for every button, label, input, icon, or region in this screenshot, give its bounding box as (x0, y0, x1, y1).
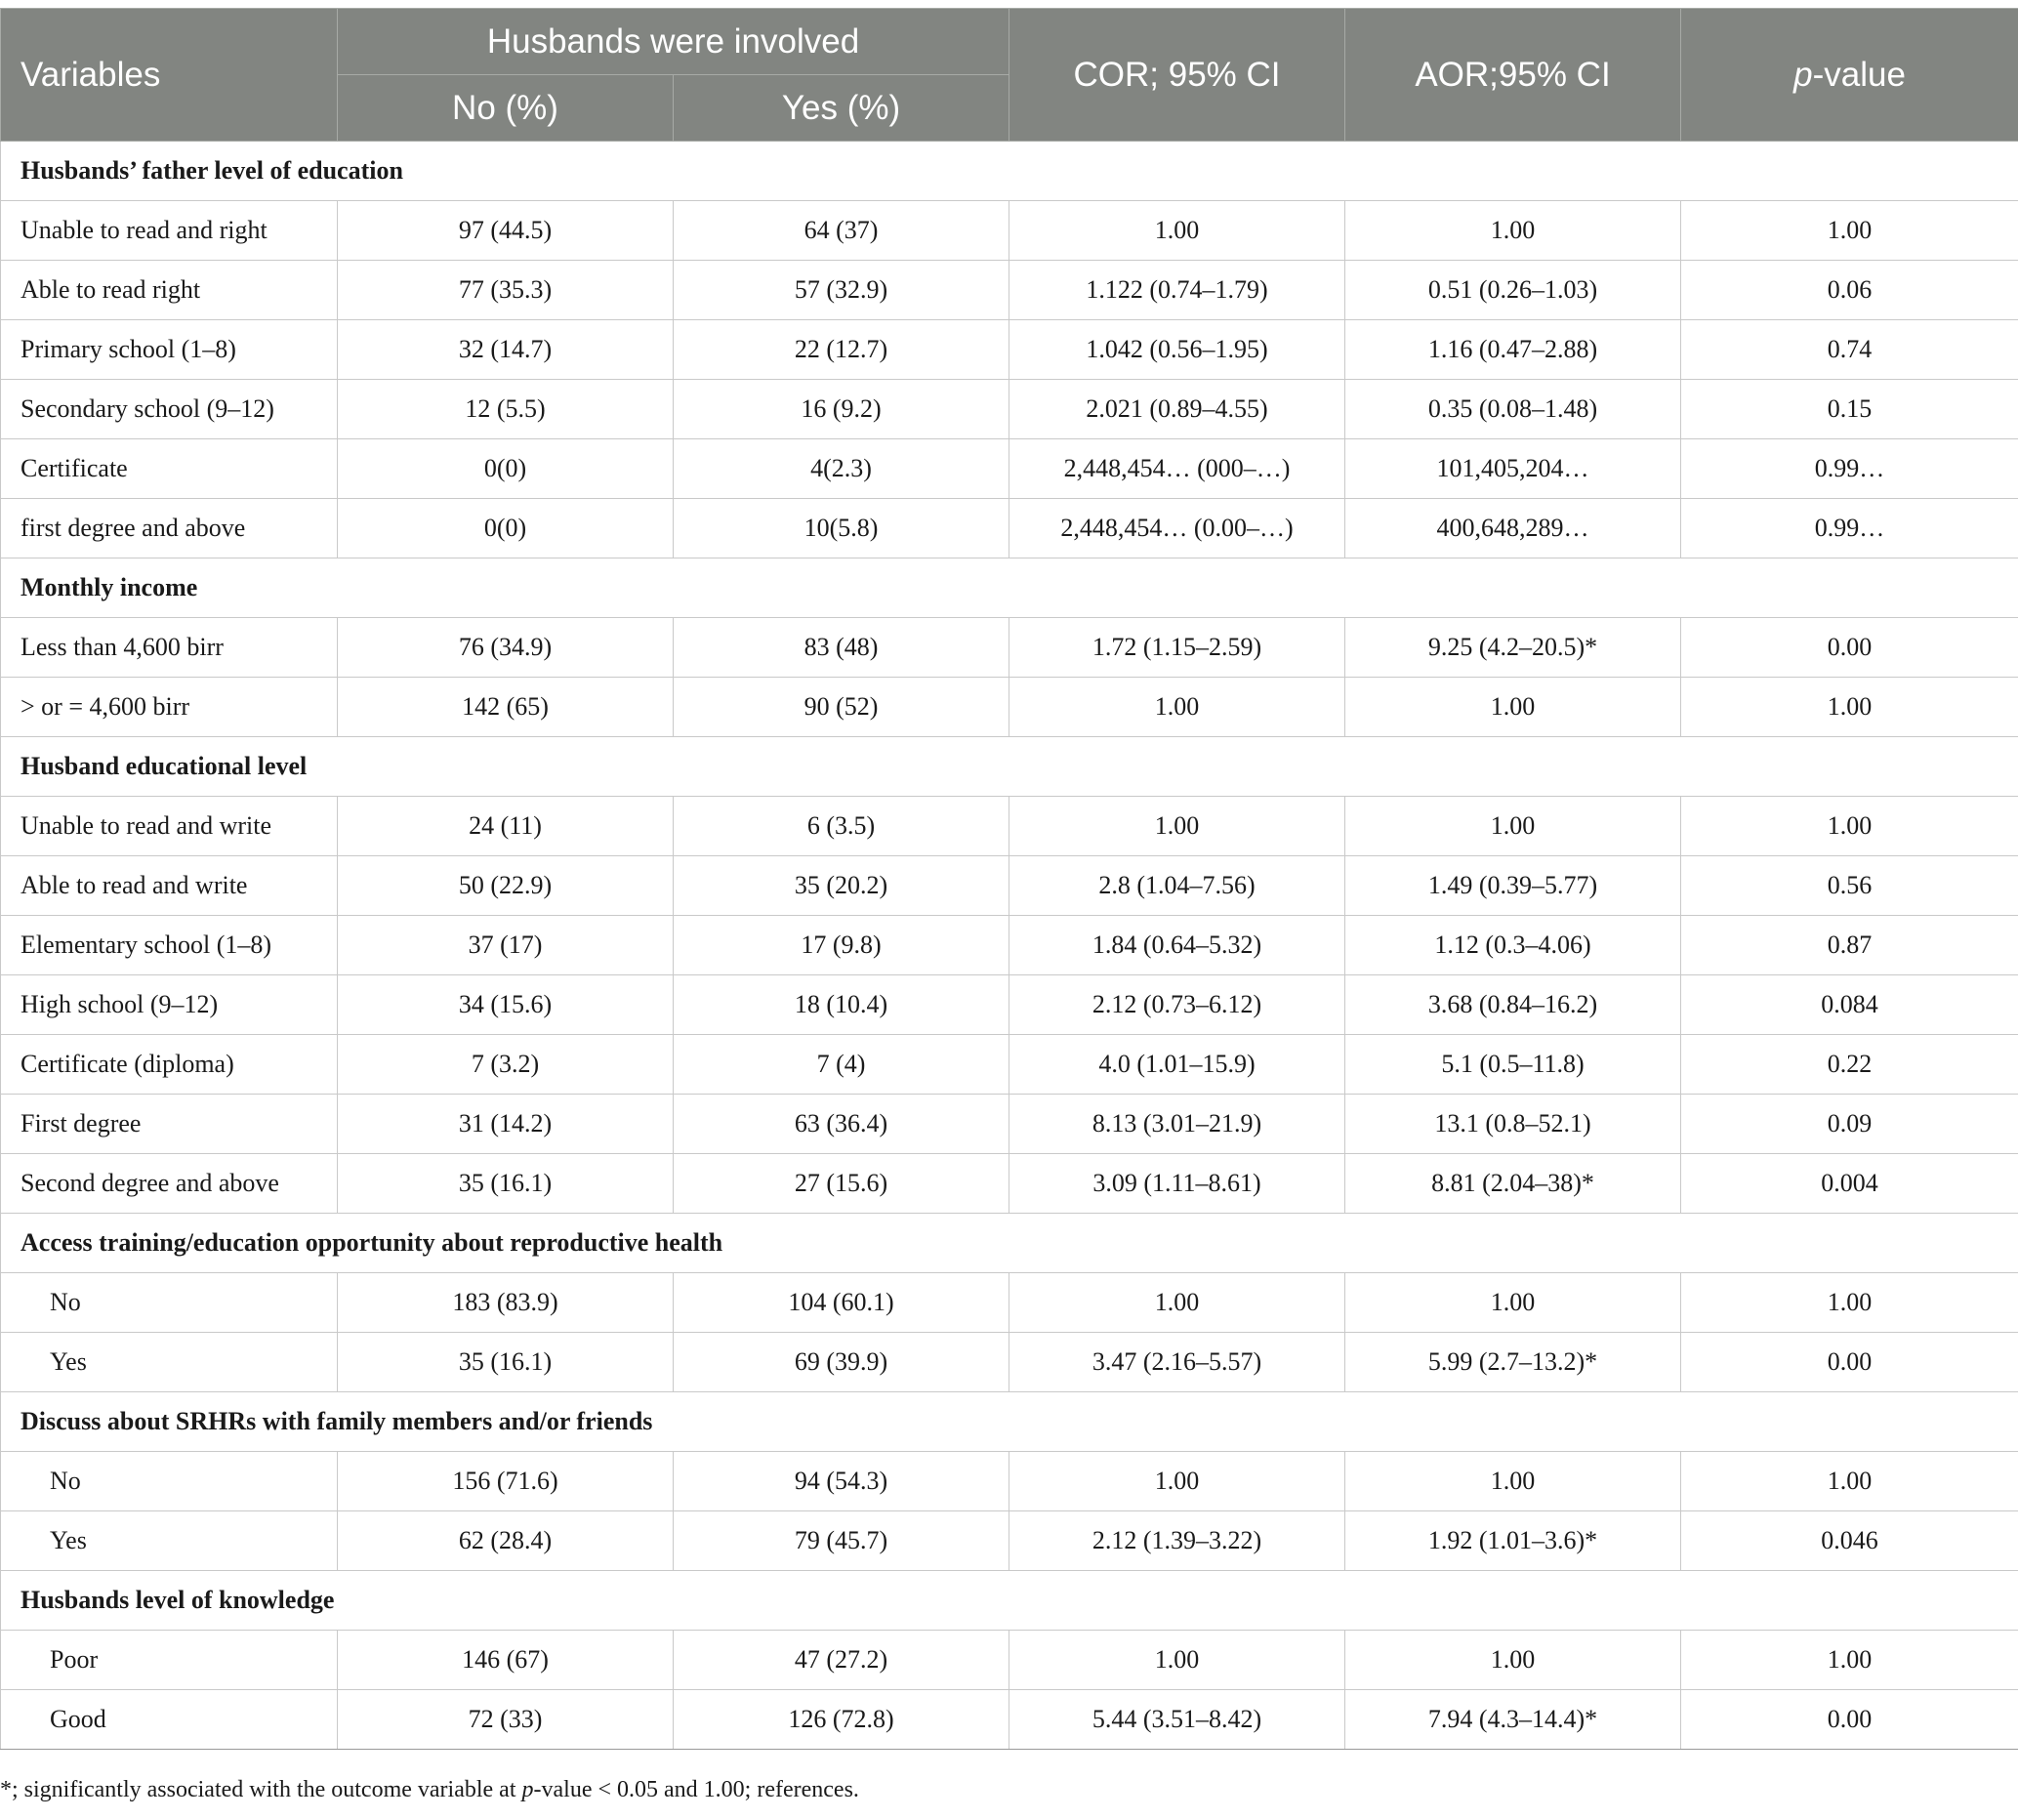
cell-aor-ci: 1.12 (0.3–4.06) (1345, 916, 1681, 975)
cell-aor-ci: 0.35 (0.08–1.48) (1345, 380, 1681, 439)
cell-yes-count: 16 (9.2) (674, 380, 1009, 439)
section-header-row (1, 737, 2018, 797)
cell-cor-ci: 1.00 (1009, 1452, 1345, 1511)
section-header-row (1, 1214, 2018, 1273)
cell-aor-ci: 3.68 (0.84–16.2) (1345, 975, 1681, 1035)
cell-variable: Primary school (1–8) (1, 320, 338, 380)
header-yes: Yes (%) (674, 75, 1009, 142)
header-p-italic: p (1793, 55, 1813, 94)
section-title: Monthly income (1, 558, 2018, 618)
cell-yes-count: 22 (12.7) (674, 320, 1009, 380)
section-title: Husband educational level (1, 737, 2018, 797)
cell-cor-ci: 1.042 (0.56–1.95) (1009, 320, 1345, 380)
table-row (1, 320, 2018, 380)
cell-yes-count: 17 (9.8) (674, 916, 1009, 975)
cell-aor-ci: 101,405,204… (1345, 439, 1681, 499)
cell-p-value: 0.06 (1681, 261, 2018, 320)
cell-no-count: 32 (14.7) (338, 320, 674, 380)
cell-variable: Poor (1, 1631, 338, 1690)
table-row (1, 975, 2018, 1035)
table-row (1, 797, 2018, 856)
cell-yes-count: 47 (27.2) (674, 1631, 1009, 1690)
table-footnote (0, 1777, 859, 1803)
cell-aor-ci: 9.25 (4.2–20.5)* (1345, 618, 1681, 678)
table-row (1, 1690, 2018, 1750)
cell-p-value: 1.00 (1681, 1273, 2018, 1333)
section-header-row (1, 1392, 2018, 1452)
cell-yes-count: 18 (10.4) (674, 975, 1009, 1035)
cell-yes-count: 90 (52) (674, 678, 1009, 737)
cell-variable: No (1, 1452, 338, 1511)
cell-variable: > or = 4,600 birr (1, 678, 338, 737)
cell-aor-ci: 400,648,289… (1345, 499, 1681, 558)
header-no: No (%) (338, 75, 674, 142)
table-row (1, 1273, 2018, 1333)
cell-cor-ci: 4.0 (1.01–15.9) (1009, 1035, 1345, 1095)
section-title: Discuss about SRHRs with family members and/or friends (1, 1392, 2018, 1452)
cell-variable: Able to read and write (1, 856, 338, 916)
cell-cor-ci: 1.84 (0.64–5.32) (1009, 916, 1345, 975)
cell-cor-ci: 2,448,454… (0.00–…) (1009, 499, 1345, 558)
cell-aor-ci: 1.49 (0.39–5.77) (1345, 856, 1681, 916)
cell-p-value: 1.00 (1681, 678, 2018, 737)
cell-cor-ci: 2.8 (1.04–7.56) (1009, 856, 1345, 916)
cell-no-count: 34 (15.6) (338, 975, 674, 1035)
cell-cor-ci: 1.122 (0.74–1.79) (1009, 261, 1345, 320)
table-row (1, 380, 2018, 439)
cell-no-count: 156 (71.6) (338, 1452, 674, 1511)
cell-yes-count: 57 (32.9) (674, 261, 1009, 320)
cell-no-count: 0(0) (338, 439, 674, 499)
results-table-container (0, 8, 2018, 1750)
table-body (1, 142, 2018, 1750)
cell-aor-ci: 7.94 (4.3–14.4)* (1345, 1690, 1681, 1750)
cell-variable: Certificate (1, 439, 338, 499)
table-row (1, 1035, 2018, 1095)
header-p-suffix: -value (1812, 55, 1906, 94)
table-row (1, 618, 2018, 678)
cell-variable: Unable to read and right (1, 201, 338, 261)
cell-no-count: 35 (16.1) (338, 1333, 674, 1392)
cell-aor-ci: 1.16 (0.47–2.88) (1345, 320, 1681, 380)
cell-cor-ci: 1.00 (1009, 201, 1345, 261)
cell-cor-ci: 1.00 (1009, 1631, 1345, 1690)
cell-p-value: 0.74 (1681, 320, 2018, 380)
cell-variable: Less than 4,600 birr (1, 618, 338, 678)
cell-aor-ci: 8.81 (2.04–38)* (1345, 1154, 1681, 1214)
cell-variable: Second degree and above (1, 1154, 338, 1214)
section-title: Access training/education opportunity about reproductive health (1, 1214, 2018, 1273)
cell-variable: Unable to read and write (1, 797, 338, 856)
cell-yes-count: 7 (4) (674, 1035, 1009, 1095)
cell-no-count: 37 (17) (338, 916, 674, 975)
section-title: Husbands’ father level of education (1, 142, 2018, 201)
cell-p-value: 0.99… (1681, 439, 2018, 499)
table-header (1, 9, 2018, 142)
cell-p-value: 0.09 (1681, 1095, 2018, 1154)
table-row (1, 678, 2018, 737)
cell-p-value: 1.00 (1681, 1631, 2018, 1690)
results-table (0, 8, 2018, 1750)
cell-no-count: 24 (11) (338, 797, 674, 856)
cell-aor-ci: 1.00 (1345, 1452, 1681, 1511)
cell-yes-count: 94 (54.3) (674, 1452, 1009, 1511)
table-row (1, 439, 2018, 499)
cell-no-count: 31 (14.2) (338, 1095, 674, 1154)
cell-p-value: 0.00 (1681, 1333, 2018, 1392)
cell-yes-count: 79 (45.7) (674, 1511, 1009, 1571)
header-aor: AOR;95% CI (1345, 9, 1681, 142)
cell-yes-count: 64 (37) (674, 201, 1009, 261)
cell-p-value: 0.00 (1681, 618, 2018, 678)
cell-no-count: 76 (34.9) (338, 618, 674, 678)
cell-variable: First degree (1, 1095, 338, 1154)
cell-p-value: 1.00 (1681, 201, 2018, 261)
cell-variable: High school (9–12) (1, 975, 338, 1035)
cell-p-value: 0.15 (1681, 380, 2018, 439)
cell-no-count: 183 (83.9) (338, 1273, 674, 1333)
cell-cor-ci: 8.13 (3.01–21.9) (1009, 1095, 1345, 1154)
cell-variable: Yes (1, 1511, 338, 1571)
cell-aor-ci: 5.99 (2.7–13.2)* (1345, 1333, 1681, 1392)
cell-cor-ci: 2.021 (0.89–4.55) (1009, 380, 1345, 439)
cell-p-value: 1.00 (1681, 797, 2018, 856)
cell-cor-ci: 1.00 (1009, 1273, 1345, 1333)
cell-p-value: 0.87 (1681, 916, 2018, 975)
table-row (1, 856, 2018, 916)
cell-cor-ci: 1.00 (1009, 797, 1345, 856)
cell-aor-ci: 1.00 (1345, 678, 1681, 737)
cell-yes-count: 10(5.8) (674, 499, 1009, 558)
cell-p-value: 0.084 (1681, 975, 2018, 1035)
header-variables: Variables (1, 9, 338, 142)
table-row (1, 1452, 2018, 1511)
cell-cor-ci: 3.47 (2.16–5.57) (1009, 1333, 1345, 1392)
cell-cor-ci: 2.12 (1.39–3.22) (1009, 1511, 1345, 1571)
table-row (1, 1154, 2018, 1214)
cell-aor-ci: 0.51 (0.26–1.03) (1345, 261, 1681, 320)
cell-variable: Certificate (diploma) (1, 1035, 338, 1095)
cell-p-value: 1.00 (1681, 1452, 2018, 1511)
cell-p-value: 0.00 (1681, 1690, 2018, 1750)
cell-yes-count: 27 (15.6) (674, 1154, 1009, 1214)
section-header-row (1, 558, 2018, 618)
cell-no-count: 50 (22.9) (338, 856, 674, 916)
cell-aor-ci: 1.00 (1345, 1631, 1681, 1690)
table-row (1, 201, 2018, 261)
cell-no-count: 97 (44.5) (338, 201, 674, 261)
cell-aor-ci: 1.00 (1345, 201, 1681, 261)
table-row (1, 1511, 2018, 1571)
header-husbands-involved: Husbands were involved (338, 9, 1009, 75)
cell-p-value: 0.004 (1681, 1154, 2018, 1214)
cell-cor-ci: 2.12 (0.73–6.12) (1009, 975, 1345, 1035)
cell-yes-count: 104 (60.1) (674, 1273, 1009, 1333)
table-row (1, 916, 2018, 975)
cell-no-count: 35 (16.1) (338, 1154, 674, 1214)
table-row (1, 261, 2018, 320)
cell-no-count: 142 (65) (338, 678, 674, 737)
cell-aor-ci: 13.1 (0.8–52.1) (1345, 1095, 1681, 1154)
cell-no-count: 77 (35.3) (338, 261, 674, 320)
cell-cor-ci: 1.00 (1009, 678, 1345, 737)
footnote-part2: -value < 0.05 and 1.00; references. (533, 1777, 859, 1802)
section-header-row (1, 142, 2018, 201)
cell-p-value: 0.56 (1681, 856, 2018, 916)
cell-no-count: 62 (28.4) (338, 1511, 674, 1571)
cell-aor-ci: 1.00 (1345, 1273, 1681, 1333)
cell-yes-count: 126 (72.8) (674, 1690, 1009, 1750)
cell-no-count: 12 (5.5) (338, 380, 674, 439)
cell-yes-count: 69 (39.9) (674, 1333, 1009, 1392)
section-header-row (1, 1571, 2018, 1631)
cell-cor-ci: 3.09 (1.11–8.61) (1009, 1154, 1345, 1214)
table-row (1, 1631, 2018, 1690)
table-row (1, 1333, 2018, 1392)
cell-no-count: 7 (3.2) (338, 1035, 674, 1095)
section-title: Husbands level of knowledge (1, 1571, 2018, 1631)
cell-variable: No (1, 1273, 338, 1333)
cell-aor-ci: 1.92 (1.01–3.6)* (1345, 1511, 1681, 1571)
table-row (1, 1095, 2018, 1154)
cell-variable: Yes (1, 1333, 338, 1392)
cell-aor-ci: 5.1 (0.5–11.8) (1345, 1035, 1681, 1095)
cell-variable: Able to read right (1, 261, 338, 320)
cell-yes-count: 63 (36.4) (674, 1095, 1009, 1154)
cell-p-value: 0.22 (1681, 1035, 2018, 1095)
footnote-p-italic: p (521, 1777, 534, 1802)
table-row (1, 499, 2018, 558)
cell-yes-count: 4(2.3) (674, 439, 1009, 499)
cell-yes-count: 35 (20.2) (674, 856, 1009, 916)
cell-variable: Elementary school (1–8) (1, 916, 338, 975)
footnote-part1: *; significantly associated with the outcome variable at (0, 1777, 522, 1802)
cell-cor-ci: 2,448,454… (000–…) (1009, 439, 1345, 499)
cell-aor-ci: 1.00 (1345, 797, 1681, 856)
header-cor: COR; 95% CI (1009, 9, 1345, 142)
cell-p-value: 0.99… (1681, 499, 2018, 558)
cell-variable: first degree and above (1, 499, 338, 558)
cell-yes-count: 6 (3.5) (674, 797, 1009, 856)
cell-variable: Secondary school (9–12) (1, 380, 338, 439)
cell-p-value: 0.046 (1681, 1511, 2018, 1571)
cell-variable: Good (1, 1690, 338, 1750)
header-p-value (1681, 9, 2018, 142)
cell-yes-count: 83 (48) (674, 618, 1009, 678)
cell-no-count: 0(0) (338, 499, 674, 558)
cell-cor-ci: 5.44 (3.51–8.42) (1009, 1690, 1345, 1750)
cell-no-count: 146 (67) (338, 1631, 674, 1690)
cell-cor-ci: 1.72 (1.15–2.59) (1009, 618, 1345, 678)
cell-no-count: 72 (33) (338, 1690, 674, 1750)
